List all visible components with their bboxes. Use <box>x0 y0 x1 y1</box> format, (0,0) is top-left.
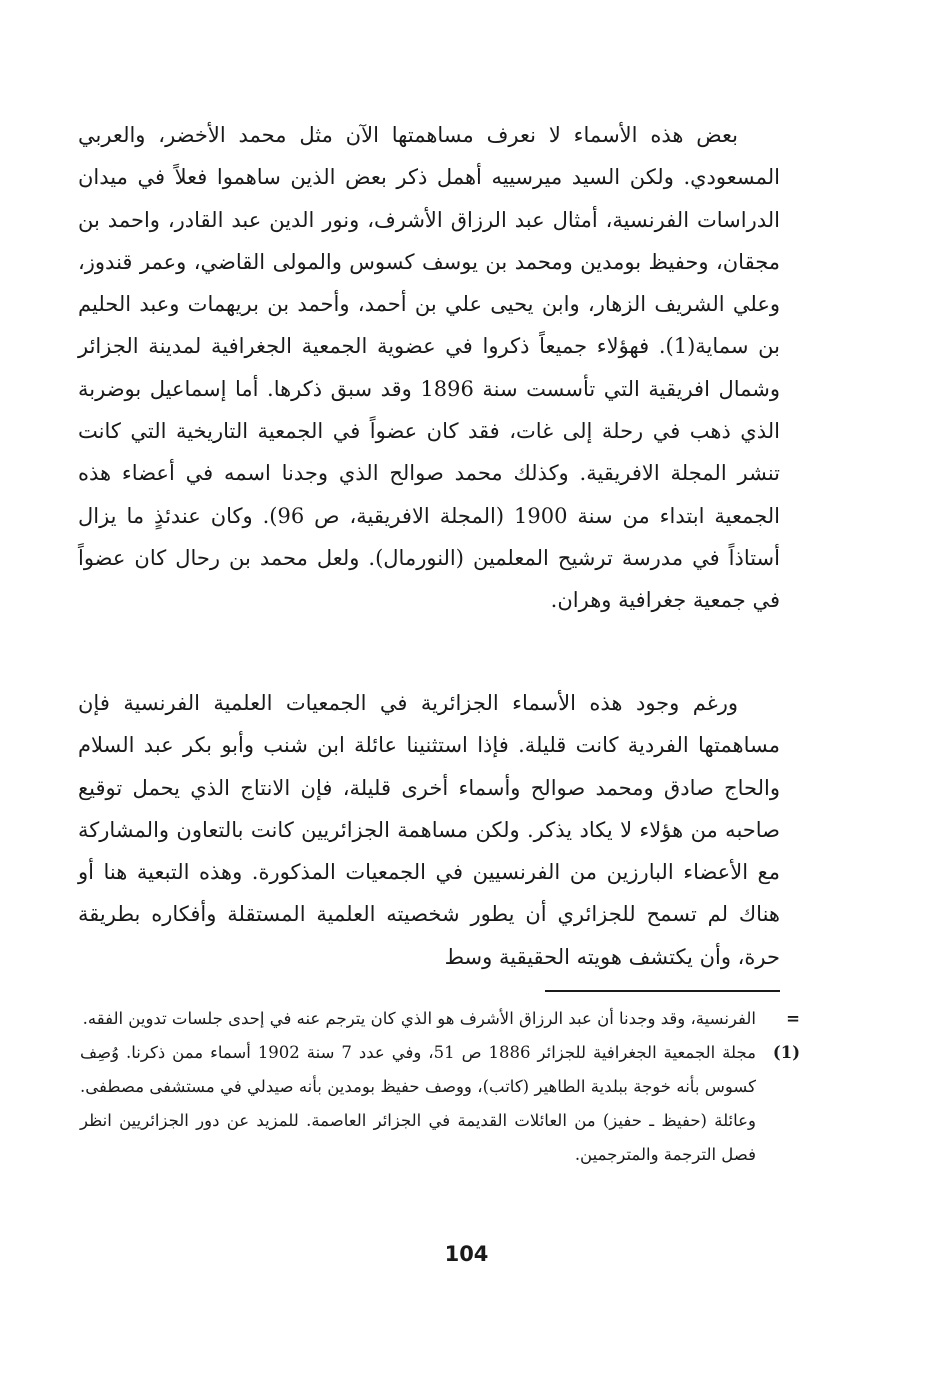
footnote-marker: = <box>786 1009 800 1028</box>
footnotes-section <box>80 1002 800 1172</box>
footnote-continued <box>80 1002 800 1036</box>
page-number: 104 <box>444 1242 489 1266</box>
footnote-marker: (1) <box>772 1043 800 1062</box>
footnote-1 <box>80 1036 800 1172</box>
footnote-text: مجلة الجمعية الجغرافية للجزائر 1886 ص 51، وفي عدد 7 سنة 1902 أسماء ممن ذكرنا. وُصِف كسوس بأنه خوجة ببلدية الطاهير (كاتب)، ووصف حفيظ بومدين بأنه صيدلي في مستشفى مصطفى. وعائلة (حفيظ ـ حفيز) من العائلات القديمة في الجزائر العاصمة. للمزيد عن دور الجزائريين انظر فصل الترجمة والمترجمين. <box>80 1043 756 1164</box>
footnote-text: الفرنسية، وقد وجدنا أن عبد الرزاق الأشرف هو الذي كان يترجم عنه في إحدى جلسات تدوين الفقه. <box>82 1009 756 1028</box>
footnote-separator <box>545 990 780 992</box>
paragraph: ورغم وجود هذه الأسماء الجزائرية في الجمعيات العلمية الفرنسية فإن مساهمتها الفردية كانت قليلة. فإذا استثنينا عائلة ابن شنب وأبو بكر عبد السلام والحاج صادق ومحمد صوالح وأسماء أخرى قليلة، فإن الانتاج الذي يحمل توقيع صاحبه من هؤلاء لا يكاد يذكر. ولكن مساهمة الجزائريين كانت بالتعاون والمشاركة مع الأعضاء البارزين من الفرنسيين في الجمعيات المذكورة. وهذه التبعية هنا أو هناك لم تسمح للجزائري أن يطور شخصيته العلمية المستقلة وأفكاره بطريقة حرة، وأن يكتشف هويته الحقيقية وسط <box>78 691 780 969</box>
main-text-paragraph-1 <box>78 114 780 622</box>
main-text-paragraph-2 <box>78 682 780 978</box>
paragraph: بعض هذه الأسماء لا نعرف مساهمتها الآن مثل محمد الأخضر، والعربي المسعودي. ولكن السيد ميرسييه أهمل ذكر بعض الذين ساهموا فعلاً في ميدان الدراسات الفرنسية، أمثال عبد الرزاق الأشرف، ونور الدين عبد القادر، واحمد بن مجقان، وحفيظ بومدين ومحمد بن يوسف كسوس والمولى القاضي، وعمر قندوز، وعلي الشريف الزهار، وابن يحيى علي بن أحمد، وأحمد بن بريهمات وعبد الحليم بن سماية(1). فهؤلاء جميعاً ذكروا في عضوية الجمعية الجغرافية لمدينة الجزائر وشمال افريقية التي تأسست سنة 1896 وقد سبق ذكرها. أما إسماعيل بوضربة الذي ذهب في رحلة إلى غات، فقد كان عضواً في الجمعية التاريخية التي كانت تنشر المجلة الافريقية. وكذلك محمد صوالح الذي وجدنا اسمه في أعضاء هذه الجمعية ابتداء من سنة 1900 (المجلة الافريقية، ص 96). وكان عندئذٍ ما يزال أستاذاً في مدرسة ترشيح المعلمين (النورمال). ولعل محمد بن رحال كان عضواً في جمعية جغرافية وهران. <box>78 123 781 613</box>
